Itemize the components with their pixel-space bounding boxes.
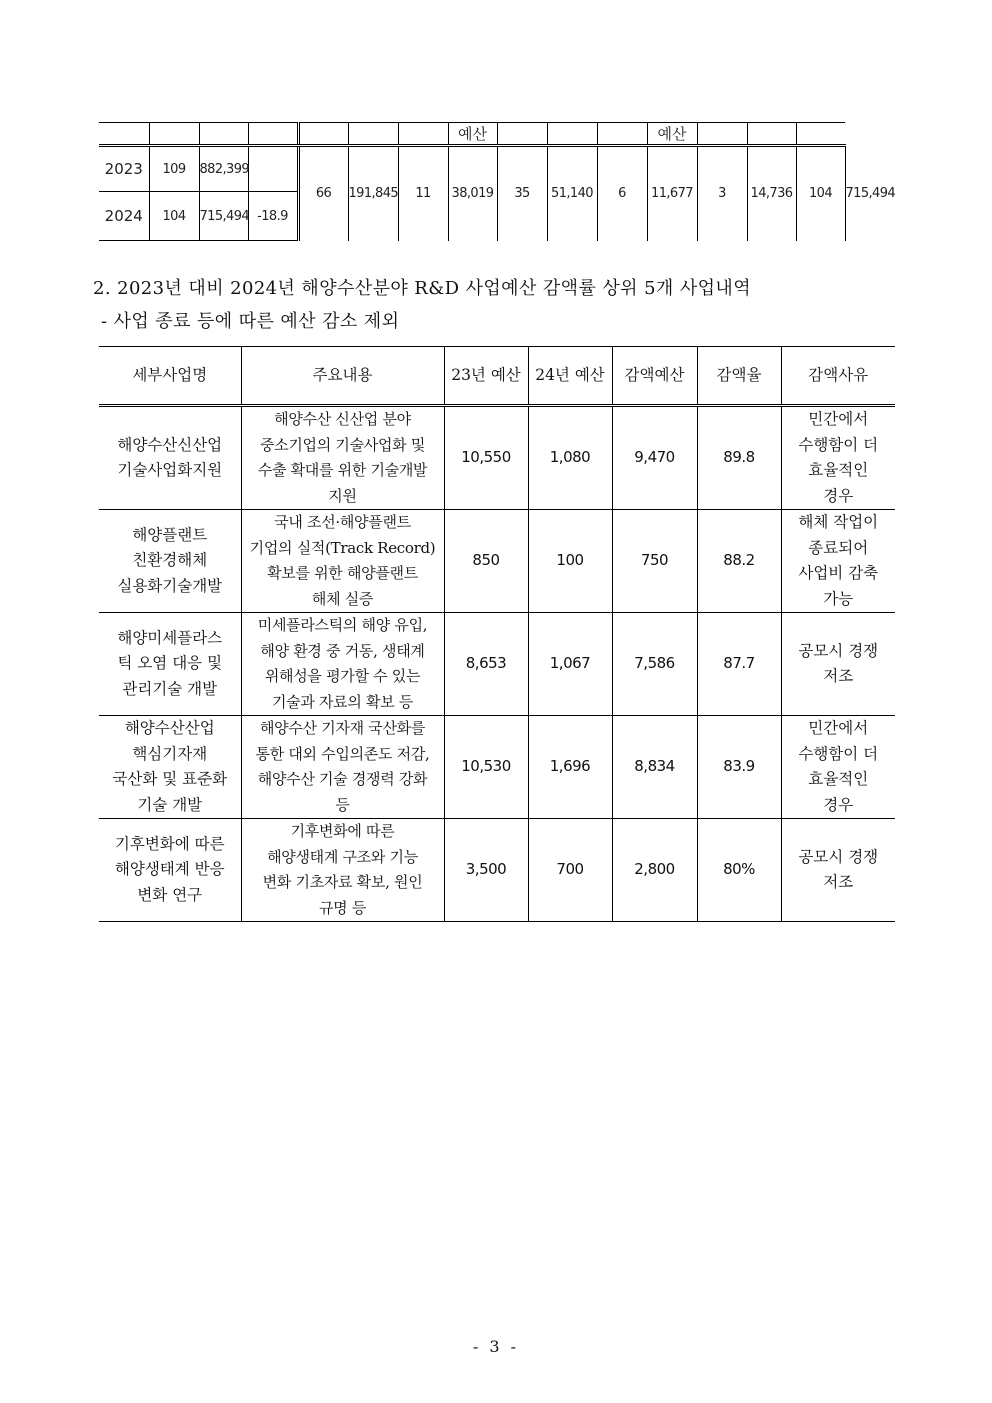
summary-header-cell — [149, 123, 199, 146]
reduction-table — [99, 346, 895, 922]
reason-cell-line: 가능 — [823, 589, 854, 608]
content-cell-line: 중소기업의 기술사업화 및 — [259, 435, 426, 454]
project-name-cell-line: 해양생태계 반응 — [114, 860, 225, 879]
table-row — [99, 406, 895, 510]
summary-header-cell — [99, 123, 149, 146]
project-name-cell-line: 친환경해체 — [132, 551, 208, 570]
count-cell: 104 — [149, 192, 199, 241]
reason-cell-line: 수행함이 더 — [798, 435, 879, 454]
table-row — [99, 819, 895, 922]
reduction-rate-cell: 89.8 — [697, 406, 781, 510]
content-cell — [241, 716, 444, 819]
column-header: 주요내용 — [241, 347, 444, 406]
shared-cell: 51,140 — [547, 146, 597, 241]
column-header: 감액율 — [697, 347, 781, 406]
content-cell-line: 기술과 자료의 확보 등 — [271, 692, 414, 711]
summary-header-cell: 예산 — [647, 123, 697, 146]
project-name-cell-line: 관리기술 개발 — [122, 679, 218, 698]
budget-23-cell: 850 — [444, 510, 528, 613]
budget-cell: 715,494 — [199, 192, 248, 241]
reason-cell-line: 경우 — [823, 486, 854, 505]
column-header: 23년 예산 — [444, 347, 528, 406]
project-name-cell-line: 틱 오염 대응 및 — [117, 654, 223, 673]
content-cell-line: 국내 조선·해양플랜트 — [274, 513, 411, 531]
year-cell: 2023 — [99, 146, 149, 192]
content-cell-line: 기업의 실적(Track Record) — [249, 538, 436, 557]
content-cell-line: 해체 실증 — [311, 589, 374, 608]
budget-23-cell: 3,500 — [444, 819, 528, 922]
budget-24-cell: 100 — [528, 510, 612, 613]
content-cell-line: 변화 기초자료 확보, 원인 — [262, 873, 423, 891]
reason-cell-line: 공모시 경쟁 — [798, 847, 879, 866]
shared-cell: 3 — [697, 146, 747, 241]
reason-cell-line: 경우 — [823, 795, 854, 814]
reason-cell — [781, 406, 895, 510]
summary-header-cell — [248, 123, 298, 146]
project-name-cell-line: 국산화 및 표준화 — [112, 770, 228, 788]
shared-cell: 104 — [796, 146, 845, 241]
content-cell-line: 확보를 위한 해양플랜트 — [267, 564, 418, 582]
content-cell-line: 등 — [335, 795, 350, 814]
project-name-cell-line: 기술사업화지원 — [117, 461, 223, 479]
summary-header-cell — [298, 123, 348, 146]
table-row — [99, 716, 895, 819]
reduction-rate-cell: 88.2 — [697, 510, 781, 613]
project-name-cell-line: 기술 개발 — [137, 795, 203, 814]
shared-cell: 35 — [497, 146, 547, 241]
shared-cell: 11 — [398, 146, 448, 241]
summary-header-cell — [747, 123, 796, 146]
content-cell-line: 해양수산 기자재 국산화를 — [259, 719, 426, 737]
budget-summary-table — [99, 122, 895, 241]
summary-header-row — [99, 123, 895, 146]
column-header: 감액사유 — [781, 347, 895, 406]
section-heading: 2. 2023년 대비 2024년 해양수산분야 R&D 사업예산 감액률 상위 5개 사업내역 — [93, 278, 751, 299]
shared-cell: 6 — [597, 146, 647, 241]
column-header: 세부사업명 — [99, 347, 241, 406]
content-cell-line: 규명 등 — [318, 898, 367, 917]
reduction-cell: 8,834 — [612, 716, 697, 819]
project-name-cell — [99, 406, 241, 510]
content-cell-line: 해양생태계 구조와 기능 — [267, 847, 418, 866]
shared-cell: 38,019 — [448, 146, 497, 241]
project-name-cell — [99, 613, 241, 716]
reason-cell — [781, 819, 895, 922]
reason-cell — [781, 716, 895, 819]
summary-header-cell — [497, 123, 547, 146]
page-number: - 3 - — [472, 1337, 520, 1356]
section-subheading: - 사업 종료 등에 따른 예산 감소 제외 — [101, 311, 400, 332]
project-name-cell-line: 해양수산산업 — [124, 719, 215, 737]
budget-24-cell: 1,696 — [528, 716, 612, 819]
summary-header-cell — [199, 123, 248, 146]
reason-cell-line: 민간에서 — [808, 410, 869, 428]
content-cell-line: 해양수산 신산업 분야 — [274, 410, 411, 428]
content-cell-line: 수출 확대를 위한 기술개발 — [257, 461, 428, 479]
shared-cell: 191,845 — [348, 146, 398, 241]
project-name-cell-line: 해양수산신산업 — [117, 435, 223, 454]
reason-cell — [781, 613, 895, 716]
content-cell-line: 통한 대외 수입의존도 저감, — [255, 744, 430, 763]
reason-cell-line: 사업비 감축 — [798, 564, 879, 582]
reason-cell-line: 공모시 경쟁 — [798, 641, 879, 660]
reduction-cell: 9,470 — [612, 406, 697, 510]
project-name-cell — [99, 819, 241, 922]
shared-cell: 66 — [298, 146, 348, 241]
budget-23-cell: 10,550 — [444, 406, 528, 510]
table-body — [99, 406, 895, 922]
reason-cell-line: 저조 — [823, 667, 854, 685]
column-header: 감액예산 — [612, 347, 697, 406]
shared-cell: 11,677 — [647, 146, 697, 241]
reason-cell-line: 민간에서 — [808, 719, 869, 737]
budget-cell: 882,399 — [199, 146, 248, 192]
project-name-cell-line: 기후변화에 따른 — [114, 834, 225, 853]
table-row — [99, 613, 895, 716]
content-cell — [241, 510, 444, 613]
project-name-cell-line: 실용화기술개발 — [117, 576, 223, 595]
budget-24-cell: 700 — [528, 819, 612, 922]
content-cell — [241, 819, 444, 922]
project-name-cell — [99, 716, 241, 819]
project-name-cell-line: 해양미세플라스 — [117, 628, 223, 647]
summary-header-cell — [348, 123, 398, 146]
reason-cell-line: 저조 — [823, 873, 854, 891]
content-cell — [241, 613, 444, 716]
year-cell: 2024 — [99, 192, 149, 241]
reason-cell-line: 종료되어 — [808, 538, 869, 557]
reason-cell-line: 수행함이 더 — [798, 744, 879, 763]
table-header-row — [99, 347, 895, 406]
summary-row-2023 — [99, 146, 895, 192]
summary-header-cell — [597, 123, 647, 146]
rate-cell: -18.9 — [248, 192, 298, 241]
rate-cell — [248, 146, 298, 192]
budget-23-cell: 8,653 — [444, 613, 528, 716]
summary-header-cell — [697, 123, 747, 146]
count-cell: 109 — [149, 146, 199, 192]
project-name-cell-line: 핵심기자재 — [132, 744, 208, 763]
summary-header-cell — [398, 123, 448, 146]
reduction-cell: 7,586 — [612, 613, 697, 716]
reason-cell-line: 효율적인 — [808, 461, 869, 479]
reason-cell-line: 해체 작업이 — [798, 513, 879, 531]
reduction-rate-cell: 87.7 — [697, 613, 781, 716]
budget-24-cell: 1,080 — [528, 406, 612, 510]
reduction-cell: 750 — [612, 510, 697, 613]
table-row — [99, 510, 895, 613]
shared-cell: 715,494 — [845, 146, 895, 241]
reduction-rate-cell: 80% — [697, 819, 781, 922]
summary-header-cell: 예산 — [448, 123, 497, 146]
budget-24-cell: 1,067 — [528, 613, 612, 716]
reason-cell-line: 효율적인 — [808, 770, 869, 788]
content-cell-line: 위해성을 평가할 수 있는 — [264, 667, 421, 685]
summary-header-cell — [796, 123, 845, 146]
content-cell-line: 해양수산 기술 경쟁력 강화 — [257, 770, 428, 788]
shared-cell: 14,736 — [747, 146, 796, 241]
column-header: 24년 예산 — [528, 347, 612, 406]
project-name-cell-line: 변화 연구 — [137, 885, 203, 904]
content-cell-line: 미세플라스틱의 해양 유입, — [257, 616, 428, 634]
reason-cell — [781, 510, 895, 613]
content-cell-line: 지원 — [328, 486, 357, 505]
summary-header-cell — [547, 123, 597, 146]
project-name-cell-line: 해양플랜트 — [132, 525, 208, 544]
budget-23-cell: 10,530 — [444, 716, 528, 819]
content-cell-line: 해양 환경 중 거동, 생태계 — [260, 641, 425, 660]
project-name-cell — [99, 510, 241, 613]
reduction-cell: 2,800 — [612, 819, 697, 922]
reduction-rate-cell: 83.9 — [697, 716, 781, 819]
content-cell-line: 기후변화에 따른 — [290, 822, 395, 840]
content-cell — [241, 406, 444, 510]
